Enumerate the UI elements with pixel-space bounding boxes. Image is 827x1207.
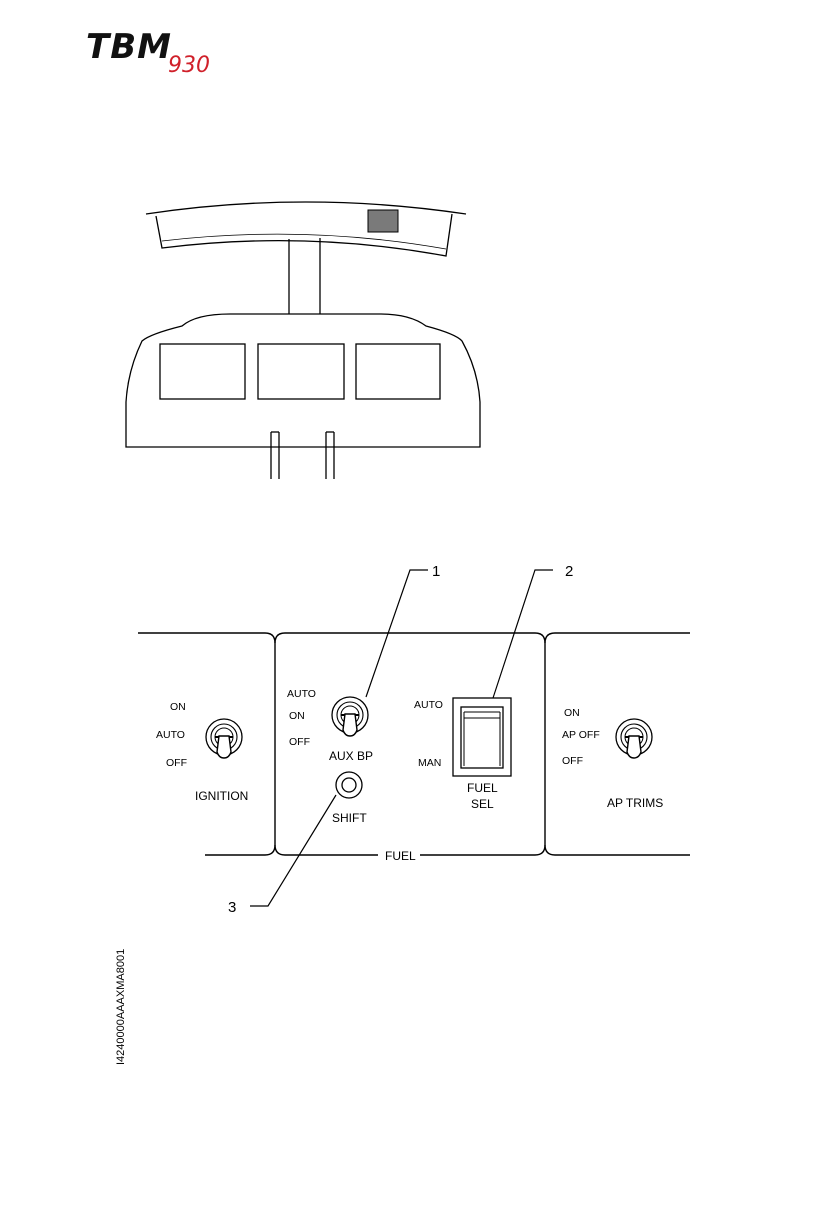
glareshield-body (156, 214, 452, 256)
figure-reference: I4240000AAAXMA8001 (115, 948, 127, 1065)
fuel-sel-pos-auto: AUTO (414, 699, 443, 711)
shift-label: SHIFT (332, 811, 367, 825)
glareshield-top-edge (146, 202, 466, 214)
logo-brand: TBM (86, 27, 172, 67)
callout-2: 2 (565, 563, 574, 580)
ap-trims-pos-ap-off: AP OFF (562, 729, 600, 741)
panel-fuel-corner-tl (275, 633, 285, 643)
aux-bp-pos-off: OFF (289, 736, 310, 748)
callout-1: 1 (432, 563, 441, 580)
ap-trims-pos-on: ON (564, 707, 580, 719)
callout-3: 3 (228, 899, 237, 916)
display-right (356, 344, 440, 399)
panel-fuel-edge-bottom-left (275, 845, 378, 855)
ignition-pos-off: OFF (166, 757, 187, 769)
callout-3-leader (250, 795, 336, 906)
fuel-sel-switch[interactable] (453, 698, 511, 776)
callout-2-leader (493, 570, 553, 698)
annunciator-block (368, 210, 398, 232)
tbm-logo (86, 27, 210, 78)
panel-trims-corner-tl (545, 633, 555, 643)
aux-bp-pos-on: ON (289, 710, 305, 722)
aux-bp-label: AUX BP (329, 749, 374, 763)
ap-trims-label: AP TRIMS (607, 796, 664, 810)
shift-button[interactable] (336, 772, 362, 798)
panel-fuel-edge-right (285, 633, 545, 855)
ignition-label: IGNITION (195, 789, 249, 803)
aux-bp-switch[interactable] (332, 697, 368, 736)
logo-model: 930 (168, 53, 210, 78)
fuel-sel-label-line1: FUEL (467, 781, 498, 795)
ignition-switch[interactable] (206, 719, 242, 758)
fuel-section-label: FUEL (385, 849, 416, 863)
instrument-panel-outline (126, 314, 480, 447)
ignition-pos-auto: AUTO (156, 729, 185, 741)
display-left (160, 344, 245, 399)
cockpit-overview (126, 202, 480, 479)
ap-trims-pos-off: OFF (562, 755, 583, 767)
display-center (258, 344, 344, 399)
fuel-sel-pos-man: MAN (418, 757, 442, 769)
fuel-sel-label-line2: SEL (471, 797, 494, 811)
ignition-pos-on: ON (170, 701, 186, 713)
panel-trims-edge-bottom (545, 845, 690, 855)
aux-bp-pos-auto: AUTO (287, 688, 316, 700)
ap-trims-switch[interactable] (616, 719, 652, 758)
